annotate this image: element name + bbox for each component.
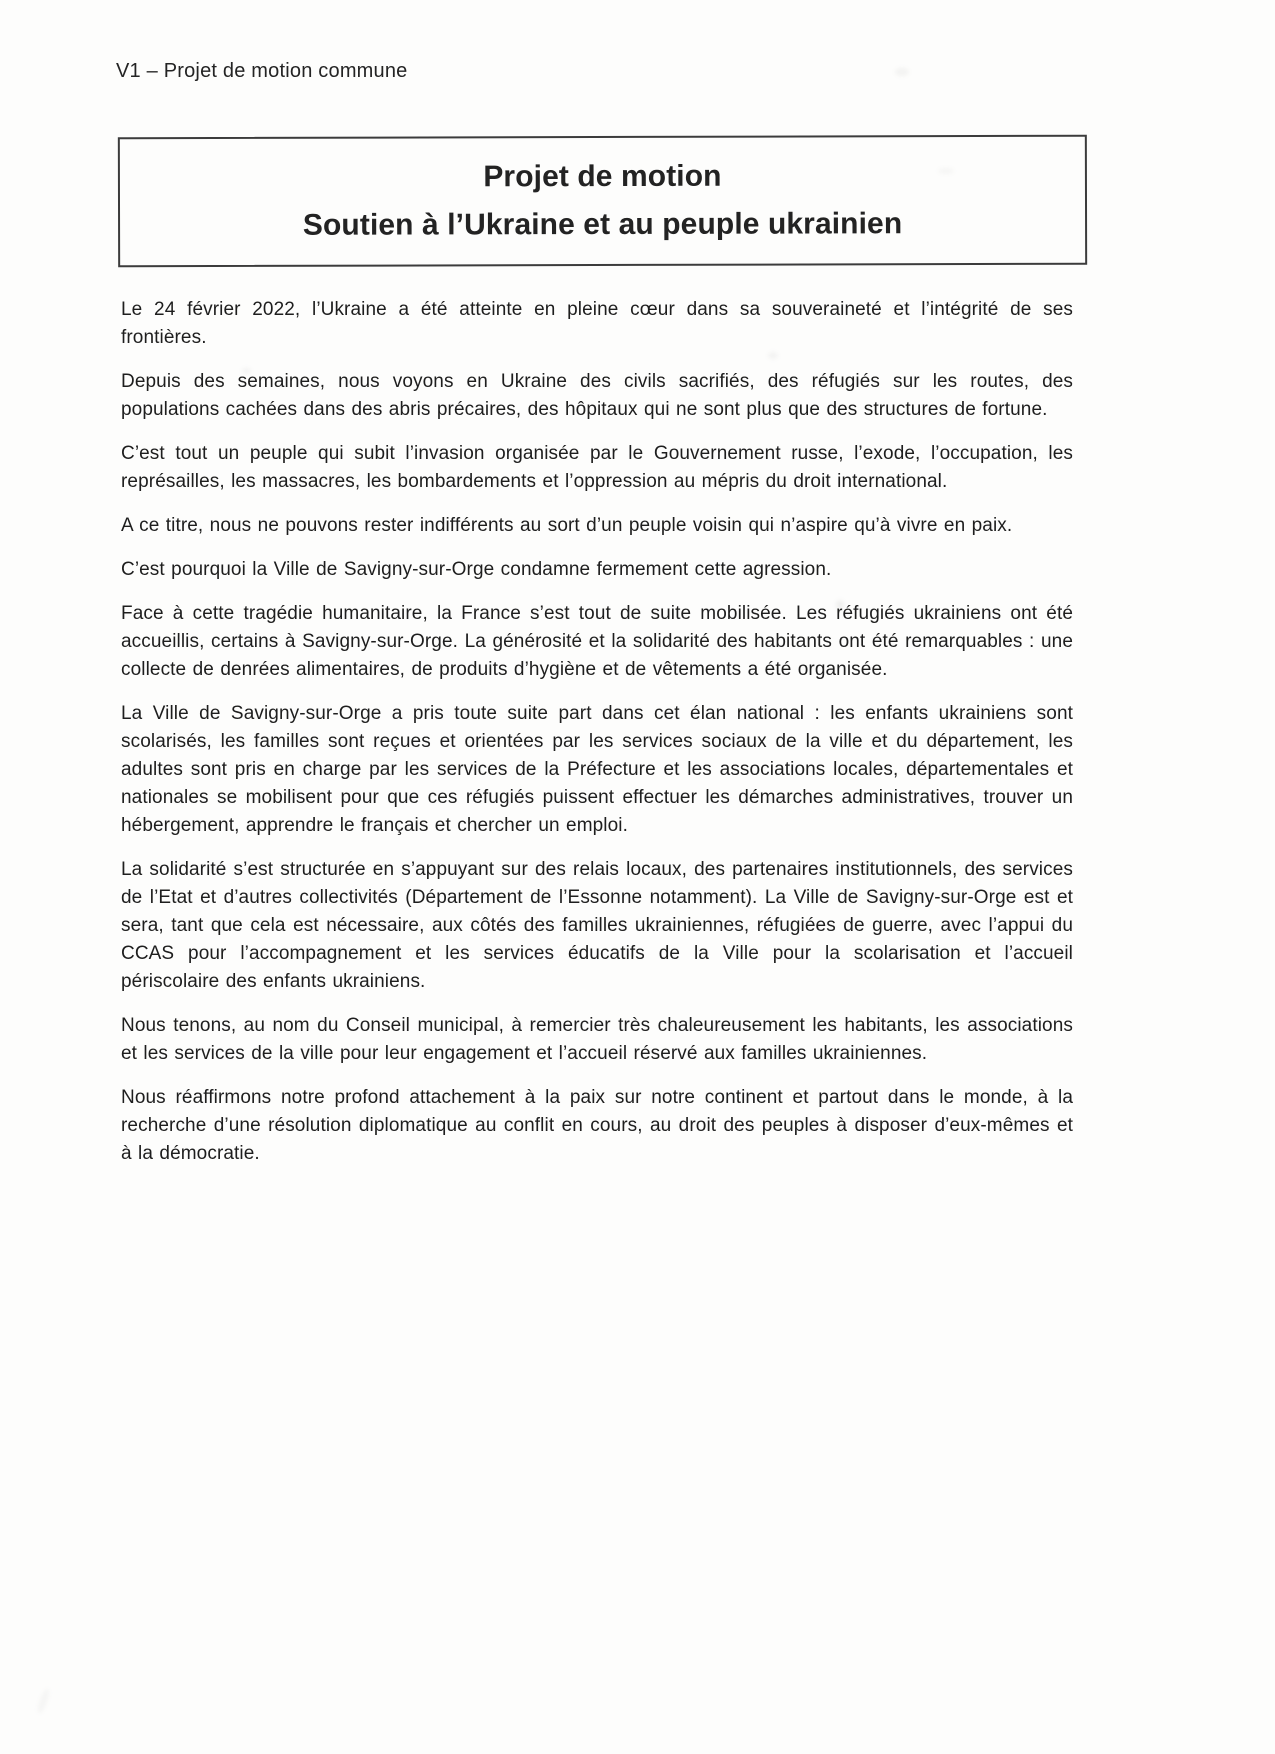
paragraph-1: Le 24 février 2022, l’Ukraine a été atteinte en pleine cœur dans sa souveraineté et l’intégrité de ses frontières. xyxy=(121,299,1073,348)
paragraph-5: C’est pourquoi la Ville de Savigny-sur-Orge condamne fermement cette agression. xyxy=(121,559,832,580)
paragraph-3: C’est tout un peuple qui subit l’invasion organisée par le Gouvernement russe, l’exode, l’occupation, les représailles, les massacres, les bombardements et l’oppression au mépris du droit international. xyxy=(121,443,1073,492)
paragraph-2: Depuis des semaines, nous voyons en Ukraine des civils sacrifiés, des réfugiés sur les routes, des populations cachées dans des abris précaires, des hôpitaux qui ne sont plus que des structures de fortune. xyxy=(121,371,1073,420)
paragraph-9: Nous tenons, au nom du Conseil municipal, à remercier très chaleureusement les habitants, les associations et les services de la ville pour leur engagement et l’accueil réservé aux familles ukrainiennes. xyxy=(121,1015,1073,1064)
title-box xyxy=(118,135,1087,268)
version-label: V1 – Projet de motion commune xyxy=(116,60,408,82)
document-subtitle: Soutien à l’Ukraine et au peuple ukrainien xyxy=(302,207,903,242)
scan-artifact xyxy=(36,1688,51,1715)
paragraph-10: Nous réaffirmons notre profond attachement à la paix sur notre continent et partout dans le monde, à la recherche d’une résolution diplomatique au conflit en cours, au droit des peuples à disposer d’eux-mêmes et à la démocratie. xyxy=(121,1087,1073,1164)
paragraph-4: A ce titre, nous ne pouvons rester indifférents au sort d’un peuple voisin qui n’aspire qu’à vivre en paix. xyxy=(121,515,1013,536)
paragraph-7: La Ville de Savigny-sur-Orge a pris toute suite part dans cet élan national : les enfants ukrainiens sont scolarisés, les familles sont reçues et orientées par les services sociaux de la ville et du département, les adultes sont pris en charge par les services de la Préfecture et les associations locales, départementales et nationales se mobilisent pour que ces réfugiés puissent effectuer les démarches administratives, trouver un hébergement, apprendre le français et chercher un emploi. xyxy=(121,703,1073,836)
document-title: Projet de motion xyxy=(483,159,722,194)
paragraph-6: Face à cette tragédie humanitaire, la France s’est tout de suite mobilisée. Les réfugiés ukrainiens ont été accueillis, certains à Savigny-sur-Orge. La générosité et la solidarité des habitants ont été remarquables : une collecte de denrées alimentaires, de produits d’hygiène et de vêtements a été organisée. xyxy=(121,603,1073,680)
paragraph-8: La solidarité s’est structurée en s’appuyant sur des relais locaux, des partenaires institutionnels, des services de l’Etat et d’autres collectivités (Département de l’Essonne notamment). La Ville de Savigny-sur-Orge est et sera, tant que cela est nécessaire, aux côtés des familles ukrainiennes, réfugiées de guerre, avec l’appui du CCAS pour l’accompagnement et les services éducatifs de la Ville pour la scolarisation et l’accueil périscolaire des enfants ukrainiens. xyxy=(121,859,1073,992)
document-body xyxy=(121,296,1073,1184)
scan-artifact xyxy=(895,68,909,76)
